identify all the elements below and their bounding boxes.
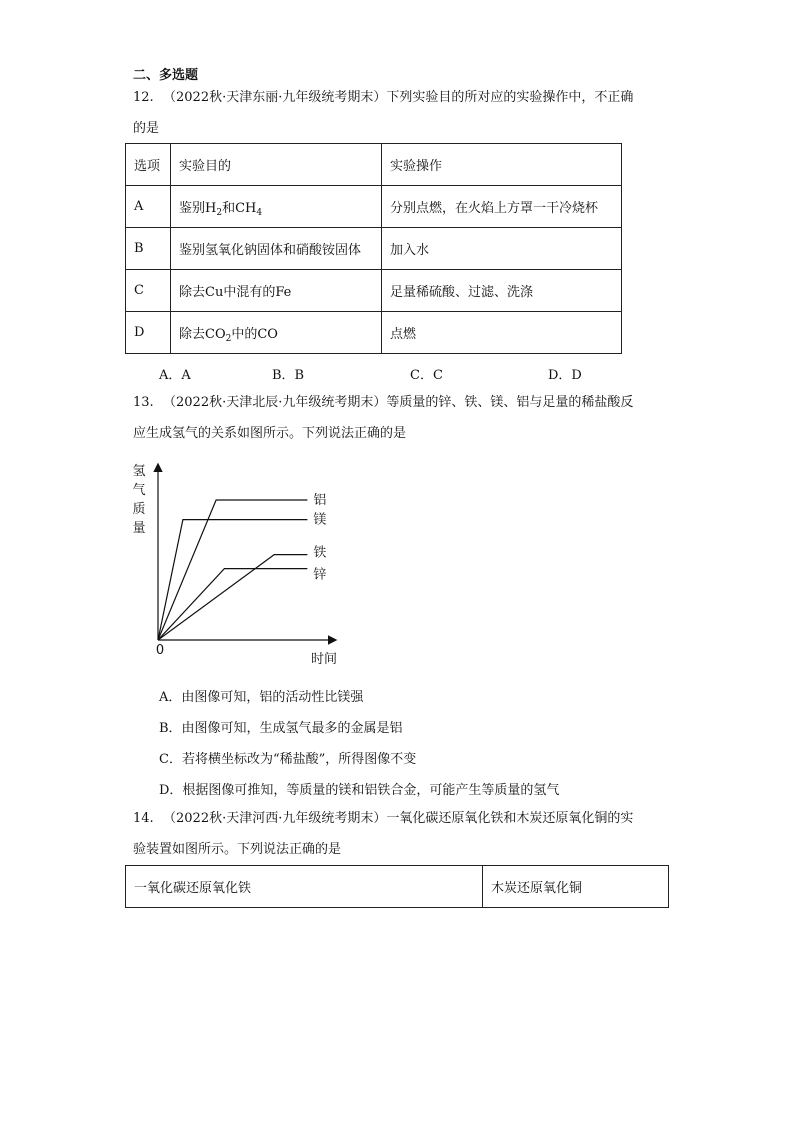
header-cell: 实验操作 [382,144,622,186]
purpose-cell: 鉴别氢氧化钠固体和硝酸铵固体 [171,228,382,270]
q12-choice-d[interactable]: D．D [548,368,582,383]
option-cell: A [126,186,171,228]
operation-cell: 加入水 [382,228,622,270]
header-cell: 选项 [126,144,171,186]
q12-choice-c[interactable]: C．C [410,368,443,383]
purpose-text: 中的CO [231,327,278,342]
q12-source: （2022秋·天津东丽·九年级统考期末） [163,90,387,105]
q13-choice-a[interactable]: A．由图像可知，铝的活动性比镁强 [159,690,364,705]
q13-choice-b[interactable]: B．由图像可知，生成氢气最多的金属是铝 [159,721,403,736]
purpose-cell [171,312,382,354]
q13-choice-d[interactable]: D．根据图像可推知，等质量的镁和铝铁合金，可能产生等质量的氢气 [159,783,560,798]
series-line-3 [158,569,307,640]
y-axis-label-char: 量 [132,521,146,536]
q13-stem-line1 [133,395,633,411]
purpose-text: 和CH [222,201,257,216]
series-line-2 [158,555,307,640]
q12-stem-line1 [133,90,633,106]
subscript: 4 [256,208,263,218]
y-axis-label-char: 氢 [132,464,146,479]
header-cell: 木炭还原氧化铜 [483,866,669,908]
operation-cell: 点燃 [382,312,622,354]
header-cell: 一氧化碳还原氧化铁 [126,866,483,908]
q13-stem-line2: 应生成氢气的关系如图所示。下列说法正确的是 [133,426,407,441]
operation-cell: 分别点燃，在火焰上方罩一干冷烧杯 [382,186,622,228]
q12-choice-a[interactable]: A．A [159,368,191,383]
operation-cell: 足量稀硫酸、过滤、洗涤 [382,270,622,312]
header-cell: 实验目的 [171,144,382,186]
q14-stem-line2: 验装置如图所示。下列说法正确的是 [133,842,342,857]
purpose-text: 除去CO [179,327,226,342]
q13-stem-text: 等质量的锌、铁、镁、铝与足量的稀盐酸反 [386,395,634,410]
q12-number: 12. [133,90,154,105]
q14-stem-text: 一氧化碳还原氧化铁和木炭还原氧化铜的实 [386,811,634,826]
q14-number: 14. [133,811,154,826]
purpose-text: 鉴别H [179,201,217,216]
hydrogen-mass-chart [125,455,365,670]
q12-table [125,143,622,354]
series-label-2: 铁 [313,545,327,561]
option-cell: C [126,270,171,312]
q14-source: （2022秋·天津河西·九年级统考期末） [163,811,387,826]
q14-table [125,865,669,908]
q13-choice-c[interactable]: C．若将横坐标改为“稀盐酸”，所得图像不变 [159,752,417,767]
y-axis-label-char: 质 [132,502,146,517]
series-line-0 [158,500,307,640]
table-row [126,270,622,312]
table-row [126,228,622,270]
series-layer [158,493,326,640]
q12-choice-b[interactable]: B．B [272,368,305,383]
table-header-row [126,144,622,186]
option-cell: B [126,228,171,270]
series-label-0: 铝 [313,493,327,508]
origin-label: 0 [155,643,165,658]
purpose-cell [171,186,382,228]
q13-source: （2022秋·天津北辰·九年级统考期末） [163,395,387,410]
subscript: 2 [225,334,232,344]
option-cell: D [126,312,171,354]
series-label-1: 镁 [313,512,327,528]
purpose-cell: 除去Cu中混有的Fe [171,270,382,312]
subscript: 2 [216,208,223,218]
y-axis-label-char: 气 [132,483,146,498]
q14-stem-line1 [133,811,633,827]
q13-number: 13. [133,395,154,410]
q12-stem-text: 下列实验目的所对应的实验操作中，不正确 [386,90,634,105]
table-row [126,186,622,228]
table-row [126,312,622,354]
x-axis-label: 时间 [310,652,338,667]
series-line-1 [158,520,307,640]
series-label-3: 锌 [313,567,327,583]
table-header-row [126,866,669,908]
q12-stem-line2: 的是 [133,121,160,136]
section-title: 二、多选题 [133,68,199,83]
